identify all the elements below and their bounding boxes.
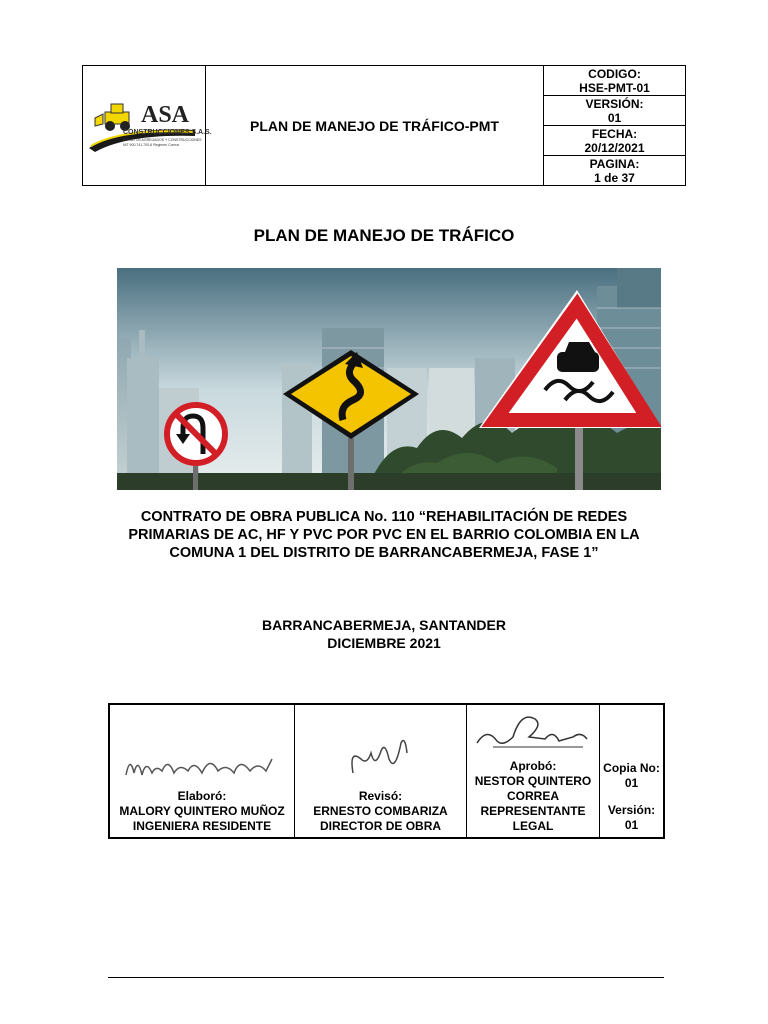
meta-version	[544, 96, 685, 126]
sig-reviso	[295, 705, 467, 837]
sig-elaboro	[110, 705, 295, 837]
header-title: PLAN DE MANEJO DE TRÁFICO-PMT	[206, 66, 544, 185]
sig-label: Revisó:	[358, 789, 403, 803]
sig-label: Elaboró:	[177, 789, 227, 803]
meta-fecha	[544, 126, 685, 156]
copia-label: Copia No:	[603, 761, 660, 775]
meta-label: VERSIÓN:	[585, 96, 644, 111]
logo-tagline: ASFALTOS AGREGADOS Y CONSTRUCCIONES	[123, 138, 202, 142]
meta-codigo	[544, 66, 685, 96]
place-city: BARRANCABERMEJA, SANTANDER	[262, 617, 506, 633]
signature-elaboro-image	[122, 745, 282, 785]
sig-name: ERNESTO COMBARIZA	[313, 804, 448, 818]
meta-value: 1 de 37	[594, 170, 635, 185]
header-meta	[544, 66, 685, 185]
signature-aprobo-image	[473, 707, 593, 755]
meta-value: 01	[607, 110, 622, 125]
copia-value: 01	[624, 776, 639, 790]
meta-value: 20/12/2021	[584, 140, 645, 155]
sig-name: NESTOR QUINTERO CORREA	[474, 774, 592, 803]
sig-role: INGENIERA RESIDENTE	[132, 819, 272, 833]
meta-label: CODIGO:	[588, 66, 641, 81]
main-title: PLAN DE MANEJO DE TRÁFICO	[253, 226, 515, 245]
place-date: DICIEMBRE 2021	[327, 635, 441, 651]
copia-version: Versión: 01	[607, 803, 656, 832]
traffic-signs-image	[117, 268, 661, 490]
logo-nit: NIT 900.741.700-6 Regimen Comun	[123, 143, 180, 147]
sig-role: DIRECTOR DE OBRA	[319, 819, 442, 833]
contract-description: CONTRATO DE OBRA PUBLICA No. 110 “REHABILITACIÓN DE REDES PRIMARIAS DE AC, HF Y PVC POR PVC EN EL BARRIO COLOMBIA EN LA COMUNA 1 DEL DISTRITO DE BARRANCABERMEJA, FASE 1”	[128, 509, 640, 561]
meta-label: FECHA:	[591, 126, 638, 141]
sig-copia	[600, 705, 663, 837]
footer-divider	[108, 977, 664, 978]
meta-label: PAGINA:	[589, 156, 640, 171]
sig-label: Aprobó:	[509, 759, 557, 773]
company-logo	[83, 66, 212, 185]
sig-aprobo	[467, 705, 600, 837]
meta-value: HSE-PMT-01	[579, 80, 650, 95]
sig-role: REPRESENTANTE LEGAL	[480, 804, 586, 833]
signature-reviso-image	[345, 729, 415, 781]
place-and-date	[0, 616, 768, 652]
logo-subtitle: CONSTRUCCIONES S.A.S.	[123, 129, 212, 136]
document-header	[82, 65, 686, 186]
logo-brand: ASA	[141, 102, 190, 128]
signature-table	[108, 703, 665, 839]
sig-name: MALORY QUINTERO MUÑOZ	[119, 804, 285, 818]
meta-pagina	[544, 156, 685, 185]
